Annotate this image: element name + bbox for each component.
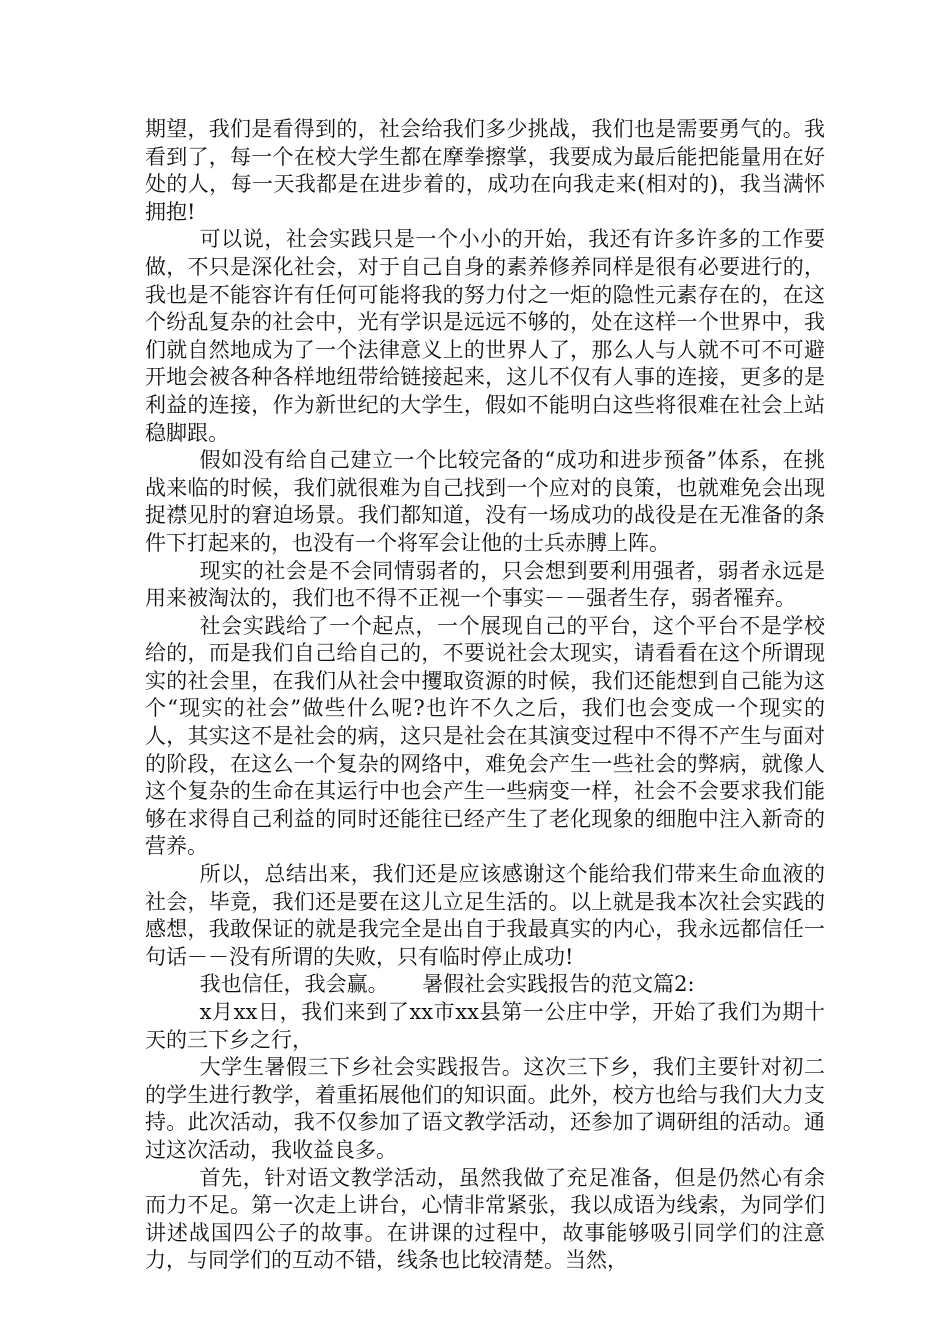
paragraph-9: 大学生暑假三下乡社会实践报告。这次三下乡，我们主要针对初二的学生进行教学，着重拓展他们的知识面。此外，校方也给与我们大力支持。此次活动，我不仅参加了语文教学活动，还参加了调研组的活动。通过这次活动，我收益良多。 (145, 1055, 825, 1162)
document-page (145, 116, 825, 1275)
paragraph-6: 所以，总结出来，我们还是应该感谢这个能给我们带来生命血液的社会，毕竟，我们还是要在这儿立足生活的。以上就是我本次社会实践的感想，我敢保证的就是我完全是出自于我最真实的内心，我永远都信任一句话－－没有所谓的失败，只有临时停止成功! (145, 862, 825, 969)
paragraph-5: 社会实践给了一个起点，一个展现自己的平台，这个平台不是学校给的，而是我们自己给自己的，不要说社会太现实，请看看在这个所谓现实的社会里，在我们从社会中攫取资源的时候，我们还能想到自己能为这个“现实的社会”做些什么呢?也许不久之后，我们也会变成一个现实的人，其实这不是社会的病，这只是社会在其演变过程中不得不产生与面对的阶段，在这么一个复杂的网络中，难免会产生一些社会的弊病，就像人这个复杂的生命在其运行中也会产生一些病变一样，社会不会要求我们能够在求得自己利益的同时还能往已经产生了老化现象的细胞中注入新奇的营养。 (145, 613, 825, 859)
paragraph-7 (145, 971, 825, 999)
closing-line: 我也信任，我会赢。 (199, 972, 389, 997)
paragraph-8: x月xx日，我们来到了xx市xx县第一公庄中学，开始了我们为期十天的三下乡之行， (145, 1000, 825, 1052)
section-heading: 暑假社会实践报告的范文篇2: (422, 972, 695, 997)
paragraph-10: 首先，针对语文教学活动，虽然我做了充足准备，但是仍然心有余而力不足。第一次走上讲台，心情非常紧张，我以成语为线索，为同学们讲述战国四公子的故事。在讲课的过程中，故事能够吸引同学们的注意力，与同学们的互动不错，线条也比较清楚。当然， (145, 1165, 825, 1273)
paragraph-1: 期望，我们是看得到的，社会给我们多少挑战，我们也是需要勇气的。我看到了，每一个在校大学生都在摩拳擦掌，我要成为最后能把能量用在好处的人，每一天我都是在进步着的，成功在向我走来(相对的)，我当满怀拥抱! (145, 117, 825, 224)
paragraph-4: 现实的社会是不会同情弱者的，只会想到要利用强者，弱者永远是用来被淘汰的，我们也不得不正视一个事实－－强者生存，弱者罹弃。 (145, 558, 825, 611)
paragraph-3: 假如没有给自己建立一个比较完备的“成功和进步预备”体系，在挑战来临的时候，我们就很难为自己找到一个应对的良策，也就难免会出现捉襟见肘的窘迫场景。我们都知道，没有一场成功的战役是在无准备的条件下打起来的，也没有一个将军会让他的士兵赤膊上阵。 (145, 448, 825, 555)
paragraph-2: 可以说，社会实践只是一个小小的开始，我还有许多许多的工作要做，不只是深化社会，对于自己自身的素养修养同样是很有必要进行的，我也是不能容许有任何可能将我的努力付之一炬的隐性元素存在的，在这个纷乱复杂的社会中，光有学识是远远不够的，处在这样一个世界中，我们就自然地成为了一个法律意义上的世界人了，那么人与人就不可不可避开地会被各种各样地纽带给链接起来，这儿不仅有人事的连接，更多的是利益的连接，作为新世纪的大学生，假如不能明白这些将很难在社会上站稳脚跟。 (145, 227, 825, 445)
